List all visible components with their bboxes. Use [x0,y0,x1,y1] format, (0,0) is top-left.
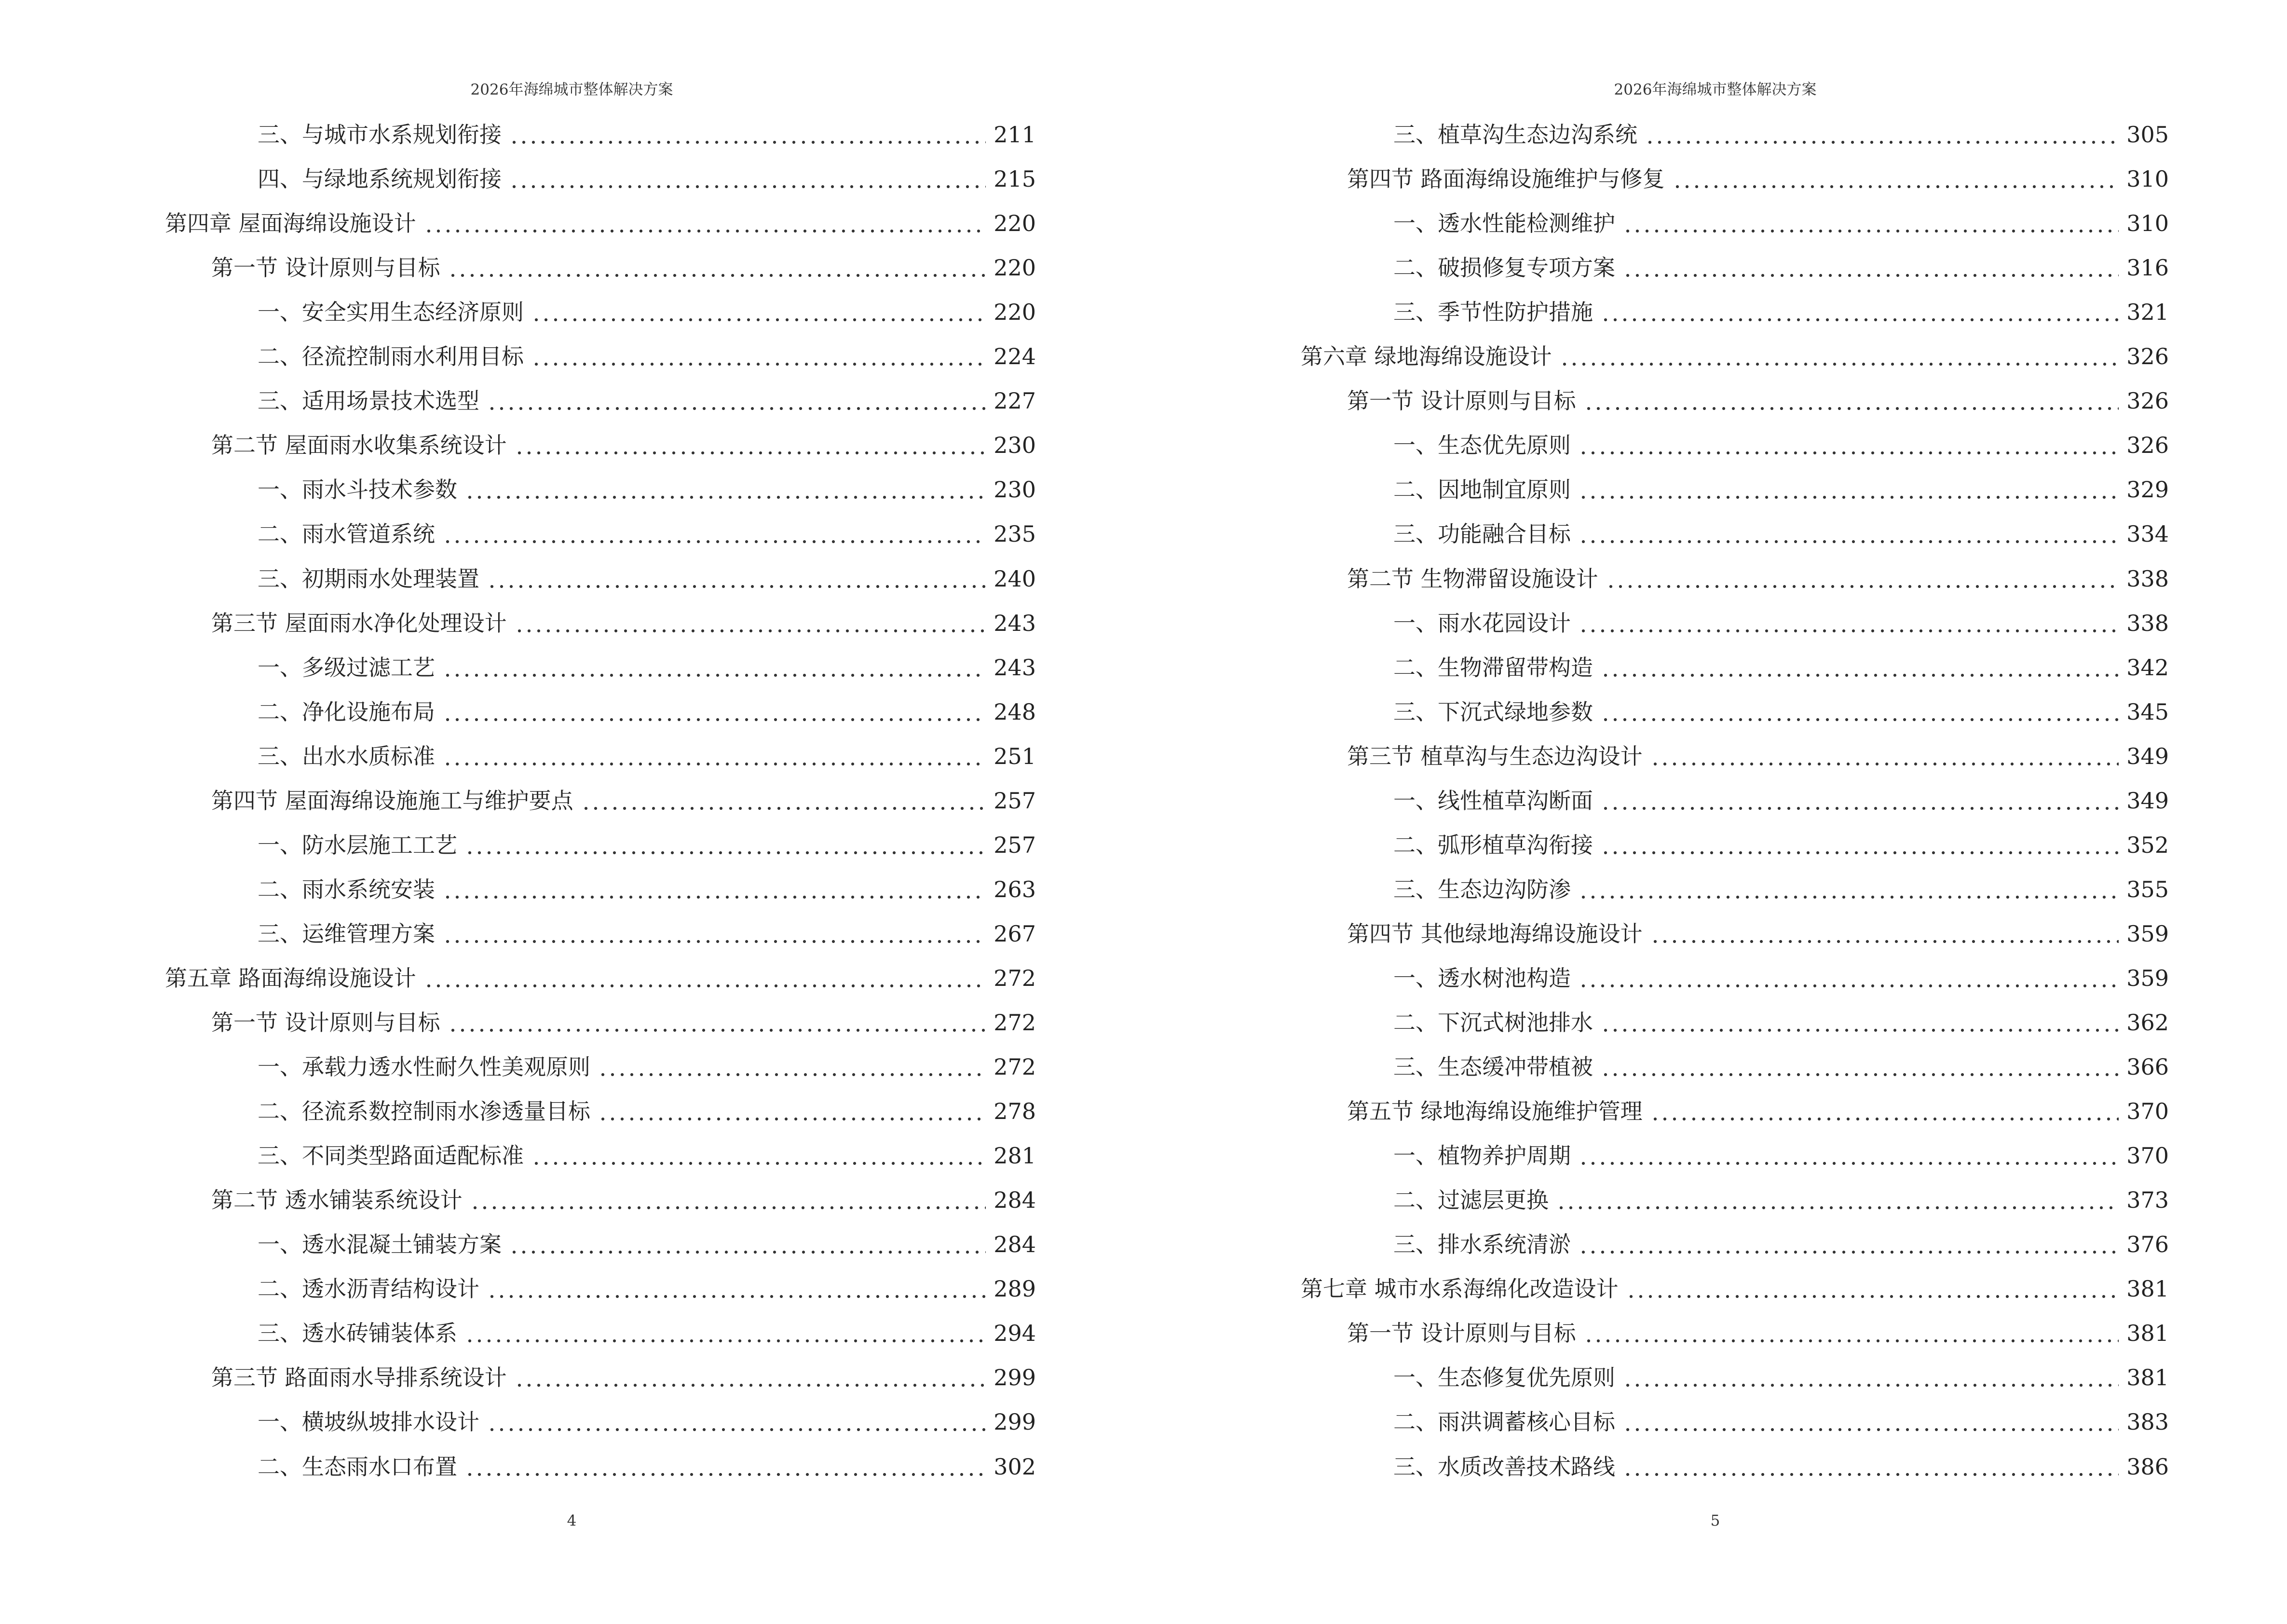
dot-leader [465,478,986,501]
toc-entry-page-number: 383 [2126,1409,2169,1435]
toc-entry-page-number: 349 [2126,743,2169,769]
dot-leader [1584,1322,2119,1344]
toc-entry-title: 一、透水性能检测维护 [1393,210,1615,237]
dot-leader [531,345,986,368]
toc-entry-title: 三、植草沟生态边沟系统 [1393,122,1637,148]
dot-leader [448,1011,986,1034]
dot-leader [443,923,986,945]
toc-entry-title: 第四章 屋面海绵设施设计 [165,210,416,237]
toc-entry-page-number: 326 [2126,343,2169,370]
dot-leader [1560,345,2119,368]
dot-leader [1579,1233,2119,1256]
toc-entry-title: 第五章 路面海绵设施设计 [165,965,416,991]
toc-entry[interactable] [258,1045,1036,1089]
toc-entry-title: 第二节 生物滞留设施设计 [1347,565,1598,592]
dot-leader [1584,390,2119,412]
dot-leader [1606,568,2119,590]
toc-entry-page-number: 243 [994,654,1036,681]
toc-entry-page-number: 359 [2126,965,2169,991]
toc-entry-page-number: 215 [994,166,1036,192]
dot-leader [1626,1278,2119,1300]
toc-entry[interactable] [258,1311,1036,1355]
toc-entry-page-number: 294 [994,1320,1036,1347]
dot-leader [465,834,986,856]
running-header: 2026年海绵城市整体解决方案 [470,81,673,98]
toc-entry-title: 第二节 屋面雨水收集系统设计 [211,432,507,459]
toc-entry-page-number: 338 [2126,610,2169,636]
toc-entry-page-number: 220 [994,210,1036,237]
toc-entry[interactable] [1393,1400,2169,1444]
toc-entry[interactable] [258,112,1036,157]
dot-leader [1650,1100,2119,1122]
toc-entry-title: 四、与绿地系统规划衔接 [258,166,502,192]
dot-leader [598,1100,986,1122]
toc-entry-page-number: 267 [994,920,1036,947]
toc-entry-page-number: 310 [2126,210,2169,237]
dot-leader [1601,790,2119,812]
dot-leader [1601,1056,2119,1078]
toc-entry-title: 第一节 设计原则与目标 [211,255,440,281]
dot-leader [531,301,986,323]
toc-entry[interactable] [1301,334,2169,379]
toc-entry-title: 一、雨水花园设计 [1393,610,1571,636]
dot-leader [443,523,986,545]
toc-entry[interactable] [165,956,1036,1000]
toc-entry[interactable] [1393,1355,2169,1400]
dot-leader [1623,1411,2119,1433]
toc-entry-title: 第四节 屋面海绵设施施工与维护要点 [211,787,573,814]
toc-entry[interactable] [258,557,1036,601]
dot-leader [581,790,986,812]
toc-entry-title: 第七章 城市水系海绵化改造设计 [1301,1276,1619,1302]
toc-entry-page-number: 272 [994,1054,1036,1080]
toc-entry[interactable] [1393,778,2169,823]
toc-entry-title: 二、弧形植草沟衔接 [1393,832,1593,858]
toc-entry[interactable] [258,1133,1036,1178]
toc-entry-page-number: 349 [2126,787,2169,814]
toc-entry[interactable] [1347,912,2169,956]
dot-leader [509,168,986,190]
page-number: 4 [567,1512,577,1529]
toc-entry[interactable] [211,1355,1036,1400]
toc-entry-page-number: 381 [2126,1365,2169,1391]
toc-entry-title: 一、雨水斗技术参数 [258,477,457,503]
toc-entry-title: 三、与城市水系规划衔接 [258,122,502,148]
dot-leader [487,390,986,412]
toc-entry-title: 二、雨洪调蓄核心目标 [1393,1409,1615,1435]
toc-entry-page-number: 272 [994,1010,1036,1036]
toc-entry-title: 第二节 透水铺装系统设计 [211,1187,463,1214]
toc-entry-title: 三、生态边沟防渗 [1393,876,1571,902]
toc-entry-page-number: 299 [994,1365,1036,1391]
toc-entry-title: 三、下沉式绿地参数 [1393,698,1593,725]
dot-leader [1623,1456,2119,1478]
toc-entry-title: 一、植物养护周期 [1393,1143,1571,1169]
toc-entry-page-number: 338 [2126,565,2169,592]
toc-entry[interactable] [1393,1000,2169,1045]
toc-entry-title: 三、出水水质标准 [258,743,435,769]
toc-entry[interactable] [258,823,1036,867]
toc-entry-page-number: 386 [2126,1453,2169,1480]
toc-entry-title: 三、不同类型路面适配标准 [258,1143,524,1169]
toc-entry-page-number: 220 [994,299,1036,326]
toc-entry[interactable] [1347,1311,2169,1355]
toc-entry[interactable] [258,467,1036,512]
toc-entry-page-number: 224 [994,343,1036,370]
toc-entry-title: 第三节 路面雨水导排系统设计 [211,1365,507,1391]
toc-entry[interactable] [1393,823,2169,867]
toc-entry-title: 二、雨水管道系统 [258,521,435,547]
toc-entry-title: 二、径流系数控制雨水渗透量目标 [258,1098,590,1125]
dot-leader [1650,745,2119,767]
dot-leader [515,434,986,456]
dot-leader [465,1322,986,1344]
toc-entry-title: 一、生态修复优先原则 [1393,1365,1615,1391]
toc-entry[interactable] [1347,557,2169,601]
toc-entry[interactable] [258,645,1036,690]
toc-entry[interactable] [258,1089,1036,1133]
toc-entry-page-number: 278 [994,1098,1036,1125]
dot-leader [487,1278,986,1300]
dot-leader [487,1411,986,1433]
toc-entry[interactable] [1393,1045,2169,1089]
toc-entry-title: 三、适用场景技术选型 [258,388,479,414]
toc-entry-title: 第六章 绿地海绵设施设计 [1301,343,1552,370]
dot-leader [1650,923,2119,945]
dot-leader [1601,701,2119,723]
toc-entry[interactable] [258,290,1036,334]
toc-entry-page-number: 220 [994,255,1036,281]
toc-entry-page-number: 235 [994,521,1036,547]
toc-entry[interactable] [1393,867,2169,912]
dot-leader [1579,967,2119,989]
toc-entry-title: 第三节 屋面雨水净化处理设计 [211,610,507,636]
toc-entry-page-number: 345 [2126,698,2169,725]
toc-page-right [1144,0,2287,1624]
dot-leader [424,212,986,234]
dot-leader [448,257,986,279]
toc-entry-title: 一、透水树池构造 [1393,965,1571,991]
toc-entry-title: 一、生态优先原则 [1393,432,1571,459]
dot-leader [1579,434,2119,456]
dot-leader [1579,478,2119,501]
dot-leader [1579,1145,2119,1167]
dot-leader [1579,878,2119,901]
toc-entry[interactable] [211,778,1036,823]
toc-entry-title: 第三节 植草沟与生态边沟设计 [1347,743,1643,769]
dot-leader [443,656,986,679]
dot-leader [1645,123,2119,146]
dot-leader [515,612,986,634]
dot-leader [1601,301,2119,323]
toc-entry[interactable] [258,1222,1036,1267]
toc-entry[interactable] [1347,379,2169,423]
toc-entry-page-number: 334 [2126,521,2169,547]
toc-entry-title: 第五节 绿地海绵设施维护管理 [1347,1098,1643,1125]
toc-entry-title: 三、排水系统清淤 [1393,1231,1571,1258]
toc-entry-title: 一、线性植草沟断面 [1393,787,1593,814]
toc-entry[interactable] [258,734,1036,778]
toc-entry-title: 一、安全实用生态经济原则 [258,299,524,326]
toc-entry[interactable] [258,512,1036,556]
toc-entry-page-number: 272 [994,965,1036,991]
toc-entry-page-number: 359 [2126,920,2169,947]
toc-entry[interactable] [258,379,1036,423]
toc-entry[interactable] [258,1400,1036,1444]
toc-entry-page-number: 257 [994,832,1036,858]
toc-entry[interactable] [1393,290,2169,334]
toc-entry[interactable] [1347,157,2169,201]
toc-entry-title: 一、透水混凝土铺装方案 [258,1231,502,1258]
toc-entry[interactable] [1393,201,2169,246]
dot-leader [1623,212,2119,234]
toc-entry[interactable] [1393,956,2169,1000]
toc-entry[interactable] [211,246,1036,290]
toc-entry-page-number: 370 [2126,1098,2169,1125]
toc-entry-page-number: 326 [2126,432,2169,459]
toc-entry[interactable] [258,867,1036,912]
toc-entry[interactable] [211,1178,1036,1222]
toc-entry[interactable] [1393,246,2169,290]
toc-entry-page-number: 370 [2126,1143,2169,1169]
toc-entry[interactable] [258,1267,1036,1311]
toc-entry-title: 三、水质改善技术路线 [1393,1453,1615,1480]
dot-leader [1579,523,2119,545]
toc-entry-title: 三、运维管理方案 [258,920,435,947]
dot-leader [443,701,986,723]
toc-entry[interactable] [1393,112,2169,157]
toc-entry-page-number: 366 [2126,1054,2169,1080]
toc-entry-page-number: 326 [2126,388,2169,414]
dot-leader [1623,257,2119,279]
toc-entry-page-number: 284 [994,1231,1036,1258]
toc-entry[interactable] [1393,601,2169,645]
toc-entry-page-number: 352 [2126,832,2169,858]
toc-entry-title: 第四节 其他绿地海绵设施设计 [1347,920,1643,947]
toc-entry-page-number: 240 [994,565,1036,592]
toc-entry-title: 二、破损修复专项方案 [1393,255,1615,281]
dot-leader [509,1233,986,1256]
toc-entry-page-number: 263 [994,876,1036,902]
toc-entry[interactable] [1393,1178,2169,1222]
toc-entry-page-number: 329 [2126,477,2169,503]
toc-entry[interactable] [1393,690,2169,734]
toc-entry[interactable] [211,601,1036,645]
dot-leader [424,967,986,989]
toc-entry-title: 三、透水砖铺装体系 [258,1320,457,1347]
toc-entry[interactable] [258,1445,1036,1489]
toc-entry-title: 二、生物滞留带构造 [1393,654,1593,681]
toc-entry-page-number: 289 [994,1276,1036,1302]
toc-entry-page-number: 373 [2126,1187,2169,1214]
toc-entry-title: 第一节 设计原则与目标 [1347,388,1576,414]
dot-leader [531,1145,986,1167]
toc-entry[interactable] [1393,1222,2169,1267]
toc-entry-title: 一、承载力透水性耐久性美观原则 [258,1054,590,1080]
toc-entry-title: 二、净化设施布局 [258,698,435,725]
toc-entry-title: 一、防水层施工工艺 [258,832,457,858]
toc-entry-title: 二、透水沥青结构设计 [258,1276,479,1302]
toc-entry-page-number: 230 [994,432,1036,459]
toc-entry-title: 三、功能融合目标 [1393,521,1571,547]
toc-entry-page-number: 302 [994,1453,1036,1480]
toc-entry[interactable] [165,201,1036,246]
toc-entry[interactable] [258,334,1036,379]
toc-entry-page-number: 376 [2126,1231,2169,1258]
toc-entry-title: 二、雨水系统安装 [258,876,435,902]
toc-entry-page-number: 230 [994,477,1036,503]
toc-entry[interactable] [1393,645,2169,690]
dot-leader [1601,1011,2119,1034]
toc-entry[interactable] [1347,1089,2169,1133]
toc-entry[interactable] [1393,512,2169,556]
dot-leader [1673,168,2119,190]
toc-entry-title: 三、初期雨水处理装置 [258,565,479,592]
toc-entry-title: 二、因地制宜原则 [1393,477,1571,503]
page-number: 5 [1710,1512,1720,1529]
toc-entry-title: 二、径流控制雨水利用目标 [258,343,524,370]
toc-entry-page-number: 248 [994,698,1036,725]
toc-entry-title: 一、多级过滤工艺 [258,654,435,681]
dot-leader [1601,834,2119,856]
toc-entry[interactable] [258,912,1036,956]
toc-entry-title: 第四节 路面海绵设施维护与修复 [1347,166,1665,192]
toc-entry-page-number: 381 [2126,1320,2169,1347]
dot-leader [515,1366,986,1389]
toc-entry-page-number: 299 [994,1409,1036,1435]
toc-entry[interactable] [1393,1445,2169,1489]
toc-entry-page-number: 243 [994,610,1036,636]
toc-entry[interactable] [1347,734,2169,778]
toc-entry-title: 第一节 设计原则与目标 [1347,1320,1576,1347]
toc-entry-page-number: 251 [994,743,1036,769]
dot-leader [465,1456,986,1478]
running-header: 2026年海绵城市整体解决方案 [1614,81,1817,98]
toc-entry-page-number: 381 [2126,1276,2169,1302]
dot-leader [1579,612,2119,634]
dot-leader [470,1189,986,1211]
toc-entry-page-number: 281 [994,1143,1036,1169]
dot-leader [487,568,986,590]
toc-entry-page-number: 284 [994,1187,1036,1214]
toc-entry-title: 二、生态雨水口布置 [258,1453,457,1480]
toc-entry[interactable] [1393,423,2169,467]
toc-entry-page-number: 310 [2126,166,2169,192]
toc-entry-page-number: 321 [2126,299,2169,326]
dot-leader [443,745,986,767]
toc-entry-title: 三、季节性防护措施 [1393,299,1593,326]
dot-leader [1601,656,2119,679]
toc-entry-page-number: 211 [994,122,1036,148]
toc-entry[interactable] [1393,1133,2169,1178]
toc-entry-page-number: 257 [994,787,1036,814]
toc-entry-page-number: 362 [2126,1010,2169,1036]
dot-leader [598,1056,986,1078]
toc-entry-title: 二、下沉式树池排水 [1393,1010,1593,1036]
toc-entry-page-number: 305 [2126,122,2169,148]
dot-leader [443,878,986,901]
toc-entry-page-number: 227 [994,388,1036,414]
toc-entry[interactable] [1393,467,2169,512]
toc-entry[interactable] [258,690,1036,734]
toc-entry[interactable] [211,423,1036,467]
toc-entry-page-number: 316 [2126,255,2169,281]
toc-entry[interactable] [1301,1267,2169,1311]
toc-entry-title: 一、横坡纵坡排水设计 [258,1409,479,1435]
toc-entry-page-number: 355 [2126,876,2169,902]
dot-leader [509,123,986,146]
dot-leader [1556,1189,2119,1211]
toc-entry[interactable] [258,157,1036,201]
dot-leader [1623,1366,2119,1389]
toc-entry-title: 第一节 设计原则与目标 [211,1010,440,1036]
toc-entry-title: 三、生态缓冲带植被 [1393,1054,1593,1080]
toc-entry-page-number: 342 [2126,654,2169,681]
toc-entry-title: 二、过滤层更换 [1393,1187,1549,1214]
toc-entry[interactable] [211,1000,1036,1045]
